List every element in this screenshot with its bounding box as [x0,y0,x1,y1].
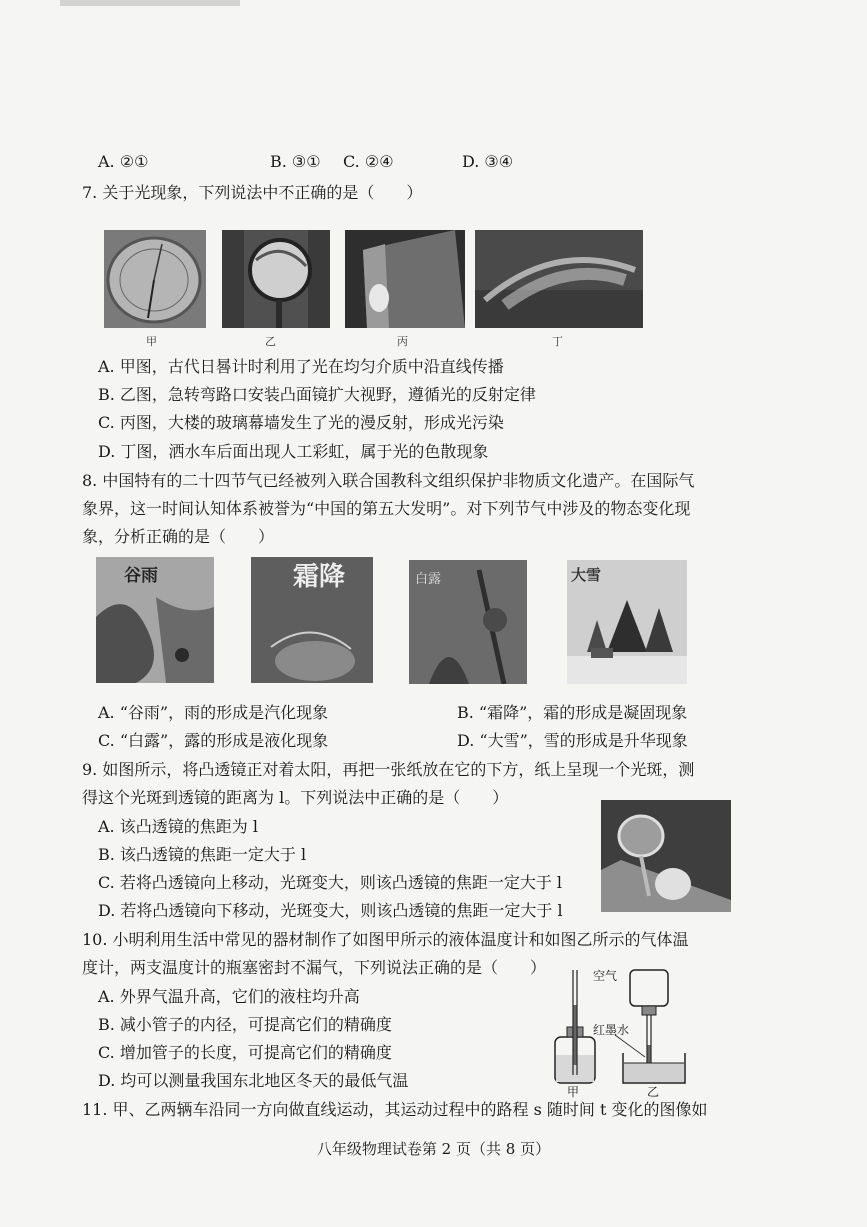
q8-option-a: A. “谷雨”，雨的形成是汽化现象 [98,703,329,722]
guyu-label: 谷雨 [124,566,158,586]
page-footer: 八年级物理试卷第 2 页（共 8 页） [316,1140,551,1158]
glass-curtain-wall-image [345,230,465,328]
q10-option-a: A. 外界气温升高，它们的液柱均升高 [98,987,360,1006]
q8-stem-line3: 象，分析正确的是（ ） [82,527,275,546]
daxue-image [567,560,687,684]
q9-option-b: B. 该凸透镜的焦距一定大于 l [98,845,307,864]
q7-stem: 7. 关于光现象，下列说法中不正确的是（ ） [82,183,423,202]
convex-mirror-image [222,230,330,328]
scan-edge [60,0,240,6]
q9-stem-line2: 得这个光斑到透镜的距离为 l。下列说法中正确的是（ ） [82,788,509,807]
sprinkler-rainbow-image [475,230,643,328]
q6-option-a: A. ②① [98,152,149,171]
bailu-label: 白露 [415,572,442,587]
thermometer-diagram [545,965,705,1100]
q6-option-b: B. ③① [270,152,321,171]
q9-option-c: C. 若将凸透镜向上移动，光斑变大，则该凸透镜的焦距一定大于 l [98,873,563,892]
q8-stem-line1: 8. 中国特有的二十四节气已经被列入联合国教科文组织保护非物质文化遗产。在国际气 [82,471,695,490]
q7-option-b: B. 乙图，急转弯路口安装凸面镜扩大视野，遵循光的反射定律 [98,385,536,404]
q7-caption-yi: 乙 [265,335,276,348]
q10-option-d: D. 均可以测量我国东北地区冬天的最低气温 [98,1071,409,1090]
shuangjiang-image [251,557,373,683]
shuangjiang-label: 霜降 [293,562,346,592]
q6-option-c: C. ②④ [343,152,394,171]
q11-stem-line1: 11. 甲、乙两辆车沿同一方向做直线运动，其运动过程中的路程 s 随时间 t 变化的图像如 [82,1100,708,1119]
q10-stem-line2: 度计，两支温度计的瓶塞密封不漏气，下列说法正确的是（ ） [82,958,547,977]
q9-option-d: D. 若将凸透镜向下移动，光斑变大，则该凸透镜的焦距一定大于 l [98,901,563,920]
q9-stem-line1: 9. 如图所示，将凸透镜正对着太阳，再把一张纸放在它的下方，纸上呈现一个光斑，测 [82,760,695,779]
q7-caption-bing: 丙 [397,335,408,348]
q10-stem-line1: 10. 小明利用生活中常见的器材制作了如图甲所示的液体温度计和如图乙所示的气体温 [82,930,689,949]
q7-option-c: C. 丙图，大楼的玻璃幕墙发生了光的漫反射，形成光污染 [98,413,504,432]
guyu-image [96,557,214,683]
q6-option-d: D. ③④ [462,152,514,171]
q7-caption-ding: 丁 [552,335,563,348]
q8-option-d: D. “大雪”，雪的形成是升华现象 [457,731,688,750]
diagram-label-jia: 甲 [567,1085,580,1099]
lens-sunlight-image [601,800,731,912]
q8-option-b: B. “霜降”，霜的形成是凝固现象 [457,703,688,722]
q7-option-a: A. 甲图，古代日晷计时利用了光在均匀介质中沿直线传播 [98,357,504,376]
daxue-label: 大雪 [571,566,602,584]
bailu-image [409,560,527,684]
diagram-label-yi: 乙 [647,1085,660,1099]
q8-option-c: C. “白露”，露的形成是液化现象 [98,731,329,750]
sundial-image [104,230,206,328]
q7-option-d: D. 丁图，洒水车后面出现人工彩虹，属于光的色散现象 [98,442,489,461]
q10-option-c: C. 增加管子的长度，可提高它们的精确度 [98,1043,392,1062]
q8-stem-line2: 象界，这一时间认知体系被誉为“中国的第五大发明”。对下列节气中涉及的物态变化现 [82,499,691,518]
q7-caption-jia: 甲 [146,335,157,348]
diagram-label-air: 空气 [593,969,618,983]
q9-option-a: A. 该凸透镜的焦距为 l [98,817,258,836]
q10-option-b: B. 减小管子的内径，可提高它们的精确度 [98,1015,392,1034]
diagram-label-ink: 红墨水 [593,1023,630,1037]
